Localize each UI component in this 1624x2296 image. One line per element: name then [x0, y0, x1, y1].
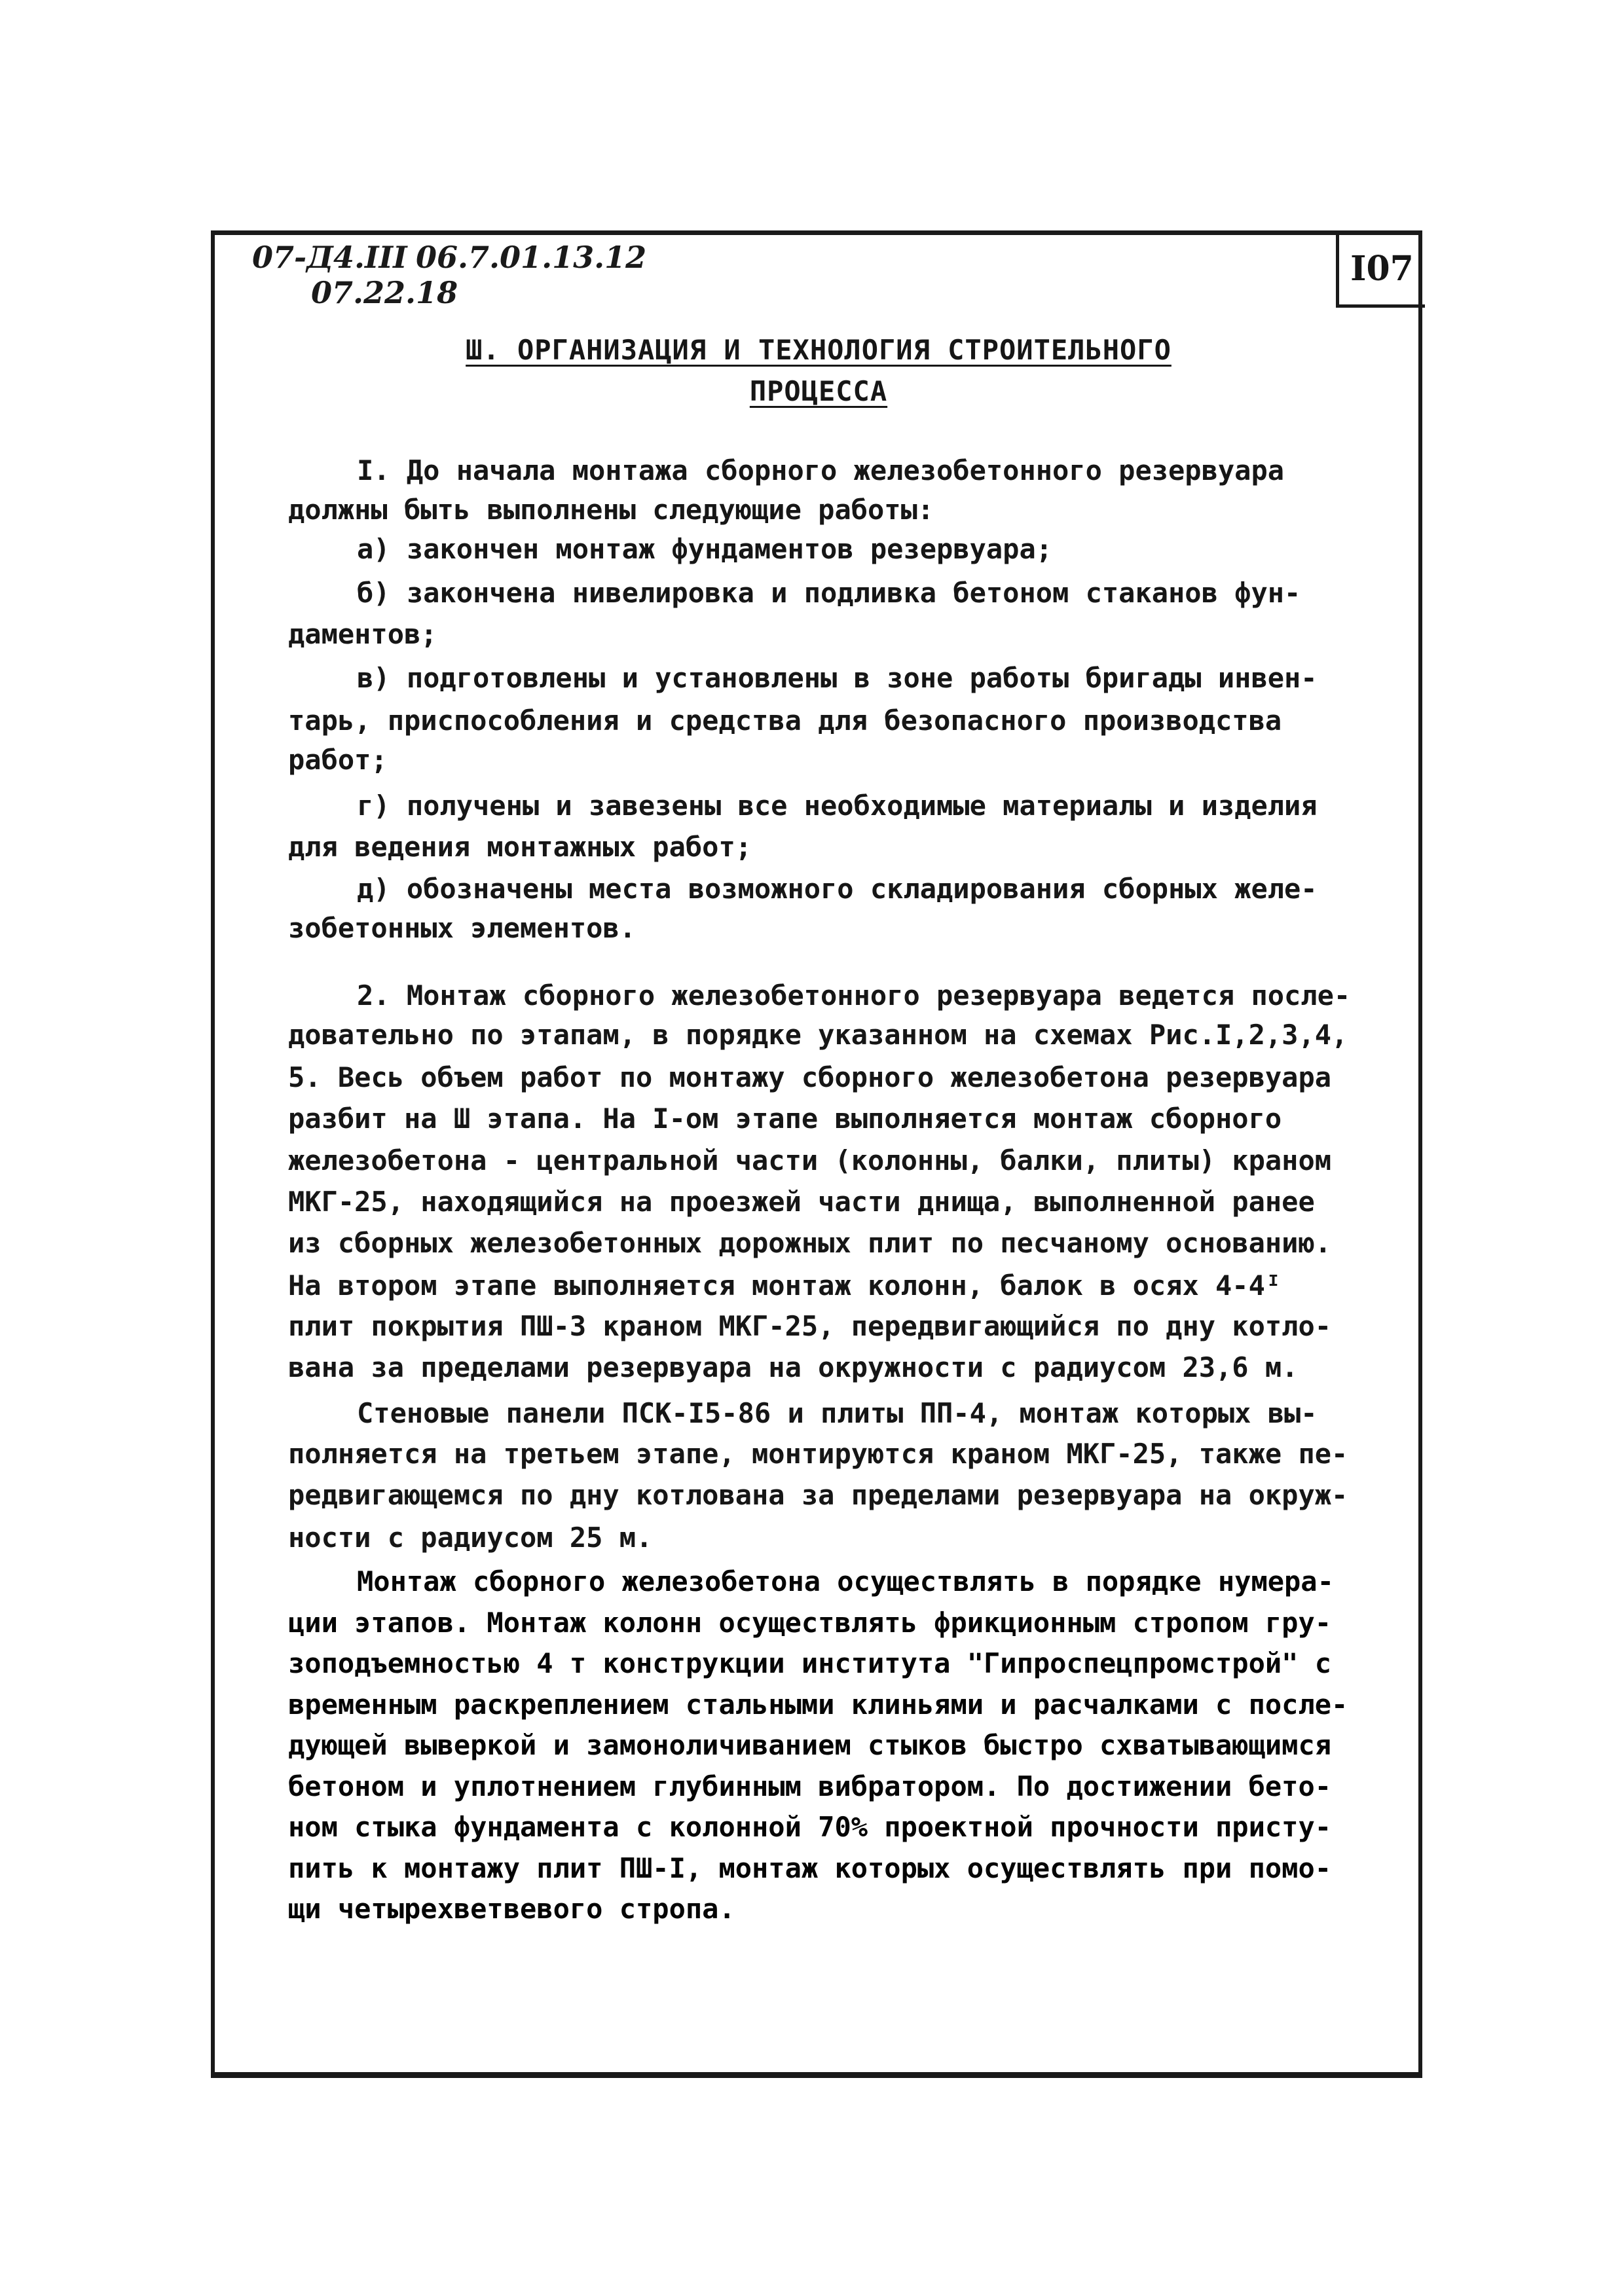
body-line: На втором этапе выполняется монтаж колонн, балок в осях 4-4ᴵ [288, 1269, 1282, 1302]
body-line: б) закончена нивелировка и подливка бетоном стаканов фун- [357, 577, 1301, 609]
body-line: работ; [288, 744, 388, 776]
body-line: I. До начала монтажа сборного железобетонного резервуара [357, 454, 1285, 486]
body-line: МКГ-25, находящийся на проезжей части днища, выполненной ранее [288, 1186, 1315, 1218]
body-line: 5. Весь объем работ по монтажу сборного железобетона резервуара [288, 1061, 1332, 1093]
body-line: ном стыка фундамента с колонной 70% проектной прочности присту- [288, 1811, 1332, 1843]
body-line: дующей выверкой и замоноличиванием стыков быстро схватывающимся [288, 1729, 1332, 1761]
body-line: зоподъемностью 4 т конструкции института "Гипроспецпромстрой" с [288, 1647, 1332, 1679]
body-line: полняется на третьем этапе, монтируются краном МКГ-25, также пе- [288, 1438, 1348, 1470]
body-line: щи четырехветвевого стропа. [288, 1893, 735, 1925]
body-line: должны быть выполнены следующие работы: [288, 494, 934, 526]
body-line: бетоном и уплотнением глубинным вибратором. По достижении бето- [288, 1770, 1332, 1802]
body-line: 2. Монтаж сборного железобетонного резервуара ведется после- [357, 979, 1351, 1011]
body-line: пить к монтажу плит ПШ-I, монтаж которых осуществлять при помо- [288, 1852, 1332, 1884]
handwritten-code-1: 07-Д4.III [252, 240, 407, 275]
body-line: временным раскреплением стальными клиньями и расчалками с после- [288, 1688, 1348, 1721]
body-line: разбит на Ш этапа. На I-ом этапе выполняется монтаж сборного [288, 1102, 1282, 1135]
section-title-line-1 [399, 334, 1238, 366]
page-number: I07 [1336, 233, 1425, 308]
body-line: зобетонных элементов. [288, 912, 637, 944]
body-line: из сборных железобетонных дорожных плит по песчаному основанию. [288, 1227, 1332, 1259]
body-line: д) обозначены места возможного складирования сборных желе- [357, 873, 1318, 905]
body-line: в) подготовлены и установлены в зоне работы бригады инвен- [357, 662, 1318, 694]
body-line: даментов; [288, 618, 437, 650]
body-line: плит покрытия ПШ-3 краном МКГ-25, передвигающийся по дну котло- [288, 1310, 1332, 1342]
handwritten-code-3: 07.22.18 [311, 275, 458, 310]
body-line: ности с радиусом 25 м. [288, 1522, 653, 1554]
body-line: довательно по этапам, в порядке указанном на схемах Рис.I,2,3,4, [288, 1019, 1348, 1051]
body-line: тарь, приспособления и средства для безопасного производства [288, 704, 1282, 737]
body-line: Стеновые панели ПСК-I5-86 и плиты ПП-4, монтаж которых вы- [357, 1397, 1318, 1429]
section-title-text-1: Ш. ОРГАНИЗАЦИЯ И ТЕХНОЛОГИЯ СТРОИТЕЛЬНОГО [466, 334, 1172, 366]
body-line: для ведения монтажных работ; [288, 831, 752, 863]
body-line: редвигающемся по дну котлована за пределами резервуара на окруж- [288, 1479, 1348, 1511]
handwritten-code-2: 06.7.01.13.12 [416, 240, 647, 275]
body-line: ции этапов. Монтаж колонн осуществлять фрикционным стропом гру- [288, 1607, 1332, 1639]
body-line: Монтаж сборного железобетона осуществлять в порядке нумера- [357, 1565, 1334, 1597]
body-line: железобетона - центральной части (колонны, балки, плиты) краном [288, 1144, 1332, 1176]
body-line: а) закончен монтаж фундаментов резервуара; [357, 533, 1053, 565]
section-title-line-2 [399, 375, 1238, 407]
body-line: вана за пределами резервуара на окружности с радиусом 23,6 м. [288, 1351, 1299, 1383]
section-title-text-2: ПРОЦЕССА [749, 375, 888, 407]
body-line: г) получены и завезены все необходимые материалы и изделия [357, 790, 1318, 822]
